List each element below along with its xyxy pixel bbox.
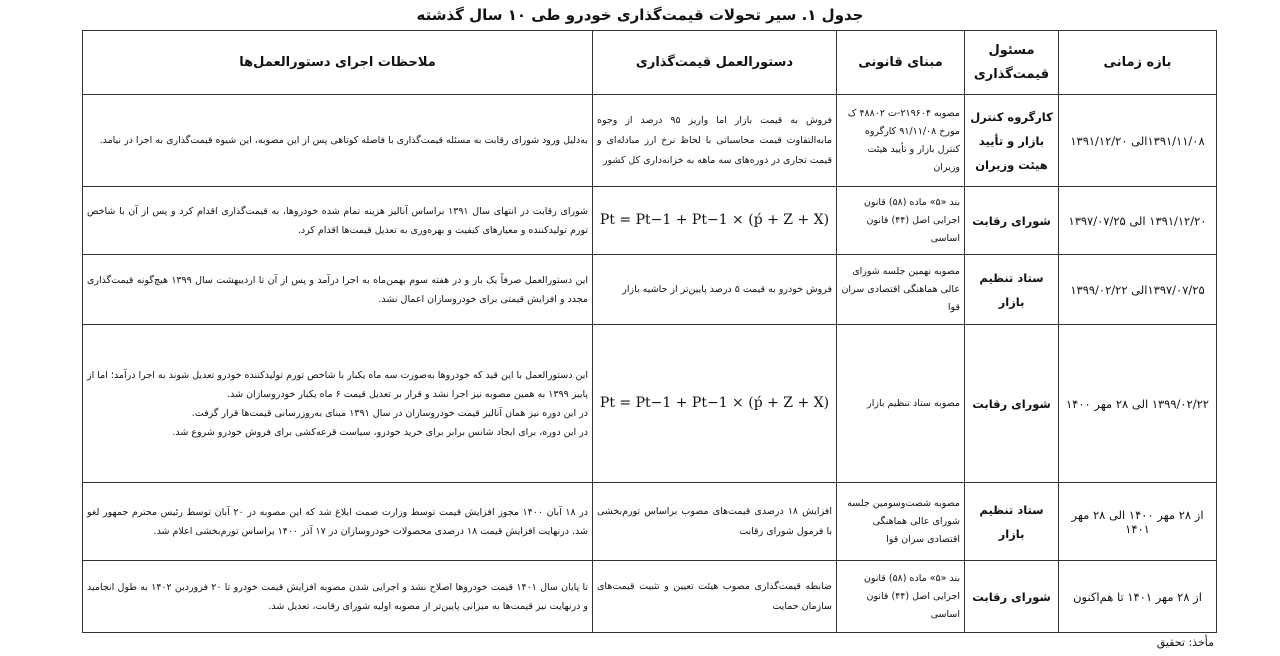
header-notes: ملاحظات اجرای دستورالعمل‌ها bbox=[83, 31, 593, 95]
notes-cell bbox=[83, 325, 593, 483]
legal-basis-cell: مصوبه شصت‌وسومین جلسه شورای عالی هماهنگی اقتصادی سران قوا bbox=[837, 483, 965, 561]
note-paragraph: در ۱۸ آبان ۱۴۰۰ مجوز افزایش قیمت توسط وزارت صمت ابلاغ شد که این مصوبه در ۲۰ آبان توسط رئیس محترم جمهور لغو شد. درنهایت افزایش قیمت ۱۸ درصدی محصولات خودروسازان در ۱۷ آذر ۱۴۰۰ براساس تورم‌بخشی اعلام شد. bbox=[87, 506, 588, 537]
table-row bbox=[83, 95, 1217, 187]
legal-basis-cell: بند «۵» ماده (۵۸) قانون اجرایی اصل (۴۴) قانون اساسی bbox=[837, 561, 965, 633]
instruction-cell: فروش به قیمت بازار اما واریز ۹۵ درصد از وجوه مابه‌التفاوت قیمت محاسباتی با لحاظ نرخ ارز مبادله‌ای و قیمت تجاری در دوره‌های سه ماهه به خزانه‌داری کل کشور bbox=[593, 95, 837, 187]
instruction-cell: افزایش ۱۸ درصدی قیمت‌های مصوب براساس تورم‌بخشی با فرمول شورای رقابت bbox=[593, 483, 837, 561]
note-paragraph: در این دوره، برای ایجاد شانس برابر برای خرید خودرو، سیاست قرعه‌کشی برای فروش خودرو شروع شد. bbox=[172, 426, 588, 438]
note-paragraph: به‌دلیل ورود شورای رقابت به مسئله قیمت‌گذاری با فاصله کوتاهی پس از این مصوبه، این شیوه قیمت‌گذاری به اجرا در نیامد. bbox=[99, 135, 588, 146]
instruction-cell: ضابطه قیمت‌گذاری مصوب هیئت تعیین و تثبیت قیمت‌های سازمان حمایت bbox=[593, 561, 837, 633]
responsible-cell: شورای رقابت bbox=[965, 561, 1059, 633]
table-row bbox=[83, 325, 1217, 483]
table-row bbox=[83, 561, 1217, 633]
pricing-formula: Pt = Pt−1 + Pt−1 × (ṕ + Z + X) bbox=[599, 394, 830, 411]
period-cell: از ۲۸ مهر ۱۴۰۰ الی ۲۸ مهر ۱۴۰۱ bbox=[1059, 483, 1217, 561]
notes-cell bbox=[83, 187, 593, 255]
notes-cell bbox=[83, 561, 593, 633]
header-responsible: مسئول قیمت‌گذاری bbox=[965, 31, 1059, 95]
notes-cell bbox=[83, 95, 593, 187]
notes-cell bbox=[83, 483, 593, 561]
responsible-cell: ستاد تنظیم بازار bbox=[965, 255, 1059, 325]
instruction-cell: فروش خودرو به قیمت ۵ درصد پایین‌تر از حاشیه بازار bbox=[593, 255, 837, 325]
table-row bbox=[83, 187, 1217, 255]
note-paragraph: شورای رقابت در انتهای سال ۱۳۹۱ براساس آنالیز هزینه تمام شده خودروها، به قیمت‌گذاری اقدام کرد و پس از آن با شاخص تورم تولیدکننده و معیارهای کیفیت و بهره‌وری به تعدیل قیمت‌ها اقدام کرد. bbox=[87, 205, 589, 236]
pricing-formula: Pt = Pt−1 + Pt−1 × (ṕ + Z + X) bbox=[599, 211, 830, 228]
notes-cell bbox=[83, 255, 593, 325]
note-paragraph: در این دوره نیز همان آنالیز قیمت خودروسازان در سال ۱۳۹۱ مبنای به‌روزرسانی قیمت‌ها قرار گرفت. bbox=[191, 407, 588, 419]
header-row bbox=[83, 31, 1217, 95]
note-paragraph: تا پایان سال ۱۴۰۱ قیمت خودروها اصلاح نشد و اجرایی شدن مصوبه افزایش قیمت خودرو تا ۲۰ فروردین ۱۴۰۲ به طول انجامید و درنهایت نیز قیمت‌ها به میزانی پایین‌تر از مصوبه اولیه شورای رقابت، تعدیل شد. bbox=[87, 581, 588, 612]
legal-basis-cell: مصوبه نهمین جلسه شورای عالی هماهنگی اقتصادی سران قوا bbox=[837, 255, 965, 325]
responsible-cell: شورای رقابت bbox=[965, 187, 1059, 255]
instruction-cell bbox=[593, 325, 837, 483]
source-note: مأخذ: تحقیق bbox=[1156, 636, 1214, 649]
table-title: جدول ۱. سیر تحولات قیمت‌گذاری خودرو طی ۱۰ سال گذشته bbox=[416, 6, 864, 24]
table-row bbox=[83, 483, 1217, 561]
legal-basis-cell: مصوبه ستاد تنظیم بازار bbox=[837, 325, 965, 483]
period-cell: ۱۳۹۹/۰۲/۲۲ الی ۲۸ مهر ۱۴۰۰ bbox=[1059, 325, 1217, 483]
header-legal-basis: مبنای قانونی bbox=[837, 31, 965, 95]
period-cell: ۱۳۹۱/۱۲/۲۰ الی ۱۳۹۷/۰۷/۲۵ bbox=[1059, 187, 1217, 255]
note-paragraph: این دستورالعمل با این قید که خودروها به‌صورت سه ماه یکبار با شاخص تورم تولیدکننده خودرو تعدیل شوند به اجرا درآمد؛ اما از پاییز ۱۳۹۹ به همین مصوبه نیز اجرا نشد و قرار بر تعدیل قیمت ۶ ماه یکبار خودروسازان شد. bbox=[87, 369, 588, 400]
legal-basis-cell: بند «۵» ماده (۵۸) قانون اجرایی اصل (۴۴) قانون اساسی bbox=[837, 187, 965, 255]
pricing-history-table bbox=[82, 30, 1217, 633]
legal-basis-cell: مصوبه ۲۱۹۶۰۴-ت ۴۸۸۰۲ ک مورخ ۹۱/۱۱/۰۸ کارگروه کنترل بازار و تأیید هیئت وزیران bbox=[837, 95, 965, 187]
period-cell: ۱۳۹۱/۱۱/۰۸الی ۱۳۹۱/۱۲/۲۰ bbox=[1059, 95, 1217, 187]
note-paragraph: این دستورالعمل صرفاً یک بار و در هفته سوم بهمن‌ماه به اجرا درآمد و پس از آن تا اردیبهشت سال ۱۳۹۹ هیچ‌گونه قیمت‌گذاری مجدد و افزایش قیمتی برای خودروسازان اعمال نشد. bbox=[87, 274, 588, 305]
instruction-cell bbox=[593, 187, 837, 255]
header-instruction: دستورالعمل قیمت‌گذاری bbox=[593, 31, 837, 95]
period-cell: از ۲۸ مهر ۱۴۰۱ تا هم‌اکنون bbox=[1059, 561, 1217, 633]
responsible-cell: شورای رقابت bbox=[965, 325, 1059, 483]
period-cell: ۱۳۹۷/۰۷/۲۵الی ۱۳۹۹/۰۲/۲۲ bbox=[1059, 255, 1217, 325]
table-row bbox=[83, 255, 1217, 325]
responsible-cell: کارگروه کنترل بازار و تأیید هیئت وزیران bbox=[965, 95, 1059, 187]
header-period: بازه زمانی bbox=[1059, 31, 1217, 95]
responsible-cell: ستاد تنظیم بازار bbox=[965, 483, 1059, 561]
